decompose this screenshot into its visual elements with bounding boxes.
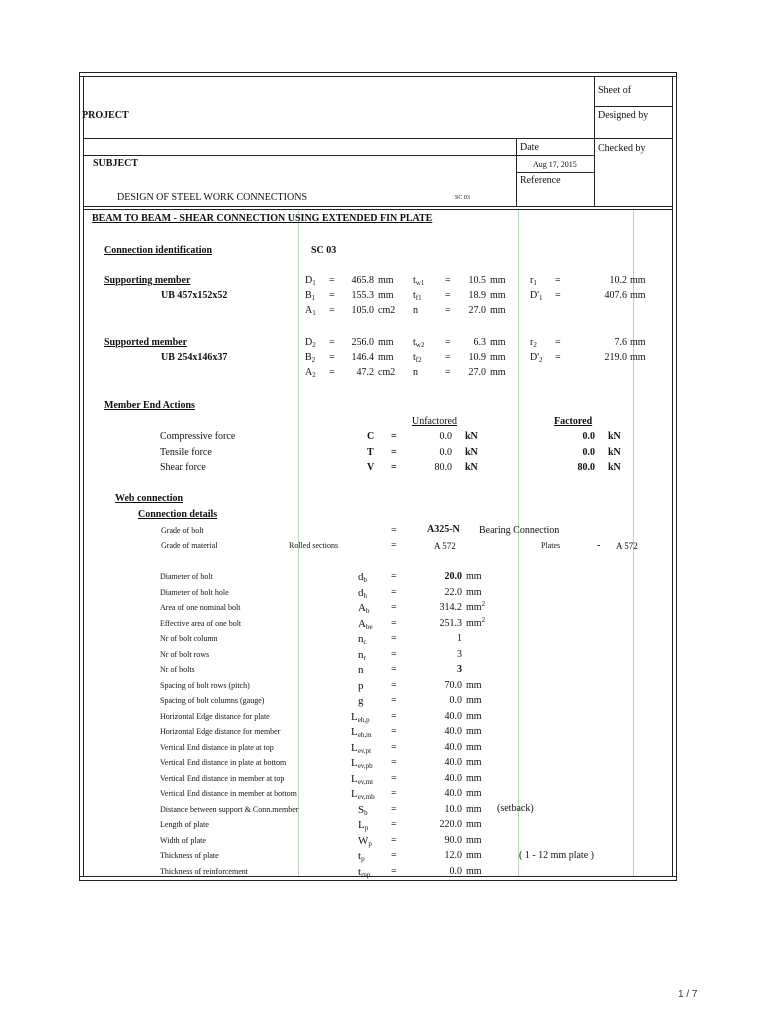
detail-unit-14: mm (466, 788, 482, 799)
detail-unit-8: mm (466, 695, 482, 706)
supported-col1-value-0: 256.0 (351, 337, 374, 348)
web-connection-label: Web connection (115, 493, 184, 504)
factored-label: Factored (554, 416, 593, 427)
detail-name-13: Vertical End distance in member at top (160, 773, 285, 783)
action-eq-0: = (391, 431, 397, 442)
detail-value-6: 3 (457, 664, 462, 675)
detail-symbol-12: $L_{ev,pb}$ (351, 757, 373, 770)
supported-col2-symbol-2: n (413, 367, 418, 378)
supporting-col2-unit-1: mm (490, 290, 506, 301)
action-factored-unit-1: kN (608, 446, 621, 458)
supporting-col2-unit-2: mm (490, 305, 506, 316)
detail-eq-3: = (391, 617, 397, 629)
action-name-0: Compressive force (160, 431, 236, 442)
supported-col1-unit-1: mm (378, 352, 394, 363)
detail-name-11: Vertical End distance in plate at top (160, 742, 274, 752)
detail-value-8: 0.0 (449, 695, 462, 706)
detail-eq-16: = (391, 819, 397, 830)
detail-eq-8: = (391, 695, 397, 706)
detail-name-17: Width of plate (160, 835, 206, 845)
detail-name-18: Thickness of plate (160, 851, 219, 860)
detail-symbol-18: $t_p$ (358, 850, 365, 863)
detail-symbol-17: $W_p$ (358, 834, 372, 848)
grade-of-bolt-value: A325-N (427, 524, 460, 535)
detail-eq-14: = (391, 788, 397, 799)
detail-value-16: 220.0 (439, 819, 462, 830)
supported-col2-symbol-1: $t_{f2}$ (413, 352, 422, 364)
detail-symbol-15: $S_b$ (358, 803, 368, 817)
detail-eq-13: = (391, 772, 397, 784)
detail-name-14: Vertical End distance in member at bottom (160, 789, 297, 798)
supporting-member-label: Supporting member (104, 275, 191, 286)
detail-value-5: 3 (457, 648, 462, 660)
bearing-connection-note: Bearing Connection (479, 525, 560, 536)
supported-col1-unit-2: cm2 (378, 367, 396, 378)
detail-name-5: Nr of bolt rows (160, 649, 210, 659)
detail-unit-9: mm (466, 710, 482, 722)
action-factored-value-2: 80.0 (577, 462, 595, 473)
supporting-col2-eq-1: = (445, 290, 451, 301)
supported-col2-eq-1: = (445, 352, 451, 363)
detail-value-3: 251.3 (439, 617, 462, 629)
supporting-col3-eq-1: = (555, 290, 561, 301)
detail-eq-17: = (391, 834, 397, 846)
detail-symbol-3: $A_{be}$ (358, 617, 373, 631)
detail-unit-0: mm (466, 571, 482, 582)
supported-col2-symbol-0: $t_{w2}$ (413, 337, 425, 349)
detail-symbol-0: $d_b$ (358, 571, 367, 584)
supported-member-section: UB 254x146x37 (161, 352, 228, 363)
plates-dash: - (597, 540, 601, 551)
grade-of-material-label: Grade of material (161, 541, 218, 550)
supporting-col1-value-2: 105.0 (351, 305, 374, 316)
date-value: Aug 17, 2015 (533, 160, 577, 169)
main-title: BEAM TO BEAM - SHEAR CONNECTION USING EXTENDED FIN PLATE (92, 213, 433, 224)
supported-col2-unit-2: mm (490, 367, 506, 378)
grade-of-material-value: A 572 (434, 541, 456, 551)
detail-unit-7: mm (466, 679, 482, 691)
detail-unit-17: mm (466, 834, 482, 846)
page-counter: 1 / 7 (678, 989, 698, 1000)
supporting-col3-value-0: 10.2 (609, 275, 627, 286)
detail-value-14: 40.0 (444, 788, 462, 799)
supporting-col1-value-0: 465.8 (351, 275, 374, 286)
supporting-col1-symbol-0: $D_1$ (305, 275, 316, 287)
supporting-member-section: UB 457x152x52 (161, 290, 228, 301)
detail-symbol-11: $L_{ev,pt}$ (351, 741, 372, 755)
detail-symbol-16: $L_p$ (358, 819, 369, 832)
detail-eq-2: = (391, 602, 397, 613)
supported-col3-unit-0: mm (630, 337, 646, 348)
supporting-col1-symbol-2: $A_1$ (305, 305, 316, 317)
action-factored-unit-2: kN (608, 462, 621, 473)
supporting-col3-unit-0: mm (630, 275, 646, 286)
detail-eq-6: = (391, 664, 397, 675)
detail-eq-10: = (391, 726, 397, 737)
grade-of-bolt-label: Grade of bolt (161, 526, 204, 535)
action-factored-value-1: 0.0 (582, 446, 595, 458)
supporting-col3-symbol-0: $r_1$ (530, 275, 537, 287)
action-eq-1: = (391, 446, 397, 458)
action-factored-value-0: 0.0 (582, 431, 595, 442)
detail-value-10: 40.0 (444, 726, 462, 737)
detail-symbol-9: $L_{eh,p}$ (351, 710, 370, 724)
supported-col3-eq-0: = (555, 337, 561, 348)
supporting-col1-unit-1: mm (378, 290, 394, 301)
action-name-1: Tensile force (160, 446, 212, 458)
detail-value-0: 20.0 (444, 571, 462, 582)
supported-col1-eq-1: = (329, 352, 335, 363)
supported-col2-eq-0: = (445, 337, 451, 348)
supported-col3-value-1: 219.0 (604, 352, 627, 363)
detail-eq-12: = (391, 757, 397, 768)
detail-unit-15: mm (466, 803, 482, 815)
supporting-col1-unit-2: cm2 (378, 305, 396, 316)
action-unfactored-unit-2: kN (465, 462, 478, 473)
detail-symbol-1: $d_h$ (358, 586, 367, 600)
subject-label: SUBJECT (93, 158, 139, 169)
detail-eq-18: = (391, 850, 397, 861)
detail-value-2: 314.2 (439, 602, 462, 613)
detail-name-10: Horizontal Edge distance for member (160, 727, 281, 736)
plates-grade-value: A 572 (616, 541, 638, 551)
designed-by-label: Designed by (598, 110, 649, 121)
supported-col2-unit-0: mm (490, 337, 506, 348)
checked-by-label: Checked by (598, 143, 646, 154)
supported-member-label: Supported member (104, 337, 188, 348)
detail-value-4: 1 (457, 633, 462, 644)
detail-symbol-5: $n_r$ (358, 648, 366, 662)
supporting-col2-eq-0: = (445, 275, 451, 286)
supporting-col1-eq-2: = (329, 305, 335, 316)
detail-symbol-19: $t_{rnp}$ (358, 865, 371, 879)
supporting-col1-unit-0: mm (378, 275, 394, 286)
detail-name-1: Diameter of bolt hole (160, 587, 229, 597)
detail-eq-11: = (391, 741, 397, 753)
detail-eq-0: = (391, 571, 397, 582)
date-label: Date (520, 142, 539, 153)
rolled-sections-label: Rolled sections (289, 541, 339, 550)
supporting-col2-value-2: 27.0 (468, 305, 486, 316)
detail-symbol-13: $L_{ev,mt}$ (351, 772, 374, 786)
detail-unit-3: $mm^2$ (466, 615, 486, 629)
supported-col2-value-1: 10.9 (468, 352, 486, 363)
supporting-col1-eq-0: = (329, 275, 335, 286)
detail-value-7: 70.0 (444, 679, 462, 691)
detail-value-9: 40.0 (444, 710, 462, 722)
supported-col1-eq-0: = (329, 337, 335, 348)
supporting-col1-value-1: 155.3 (351, 290, 374, 301)
design-title: DESIGN OF STEEL WORK CONNECTIONS (117, 192, 307, 203)
action-unfactored-unit-1: kN (465, 446, 478, 458)
detail-name-8: Spacing of bolt columns (gauge) (160, 696, 265, 705)
detail-unit-1: mm (466, 586, 482, 598)
supporting-col1-eq-1: = (329, 290, 335, 301)
detail-name-15: Distance between support & Conn.member (160, 804, 299, 814)
supported-col3-value-0: 7.6 (614, 337, 627, 348)
supporting-col2-symbol-1: $t_{f1}$ (413, 290, 422, 302)
detail-eq-19: = (391, 865, 397, 877)
sheet-label: Sheet of (598, 85, 632, 96)
detail-name-7: Spacing of bolt rows (pitch) (160, 680, 250, 690)
detail-value-17: 90.0 (444, 834, 462, 846)
supported-col3-symbol-1: $D'_2$ (530, 352, 543, 364)
setback-note: (setback) (497, 803, 534, 814)
supported-col3-unit-1: mm (630, 352, 646, 363)
connection-id-label: Connection identification (104, 245, 213, 256)
supporting-col2-value-1: 18.9 (468, 290, 486, 301)
grade-of-bolt-eq: = (391, 525, 397, 536)
detail-eq-1: = (391, 586, 397, 598)
action-symbol-1: T (367, 446, 374, 458)
detail-symbol-8: g (358, 695, 364, 707)
supported-col1-symbol-0: $D_2$ (305, 337, 316, 349)
action-unfactored-value-2: 80.0 (434, 462, 452, 473)
supported-col1-value-2: 47.2 (356, 367, 374, 378)
detail-unit-16: mm (466, 819, 482, 830)
detail-name-19: Thickness of reinforcement (160, 866, 248, 876)
plates-label: Plates (541, 541, 561, 550)
plate-note: ( 1 - 12 mm plate ) (519, 850, 594, 861)
supported-col1-symbol-2: $A_2$ (305, 367, 316, 379)
unfactored-label: Unfactored (412, 416, 457, 427)
supporting-col2-eq-2: = (445, 305, 451, 316)
supporting-col2-unit-0: mm (490, 275, 506, 286)
supported-col3-symbol-0: $r_2$ (530, 337, 537, 349)
detail-symbol-4: $n_c$ (358, 633, 367, 646)
detail-value-1: 22.0 (444, 586, 462, 598)
detail-symbol-10: $L_{eh,m}$ (351, 726, 372, 739)
detail-unit-11: mm (466, 741, 482, 753)
grade-of-material-eq: = (391, 540, 397, 551)
supported-col2-eq-2: = (445, 367, 451, 378)
detail-eq-9: = (391, 710, 397, 722)
detail-name-3: Effective area of one bolt (160, 618, 242, 628)
detail-value-11: 40.0 (444, 741, 462, 753)
supported-col2-value-0: 6.3 (473, 337, 486, 348)
detail-name-0: Diameter of bolt (160, 572, 213, 581)
detail-name-16: Length of plate (160, 820, 209, 829)
supported-col2-value-2: 27.0 (468, 367, 486, 378)
supported-col1-unit-0: mm (378, 337, 394, 348)
supporting-col2-value-0: 10.5 (468, 275, 486, 286)
supported-col3-eq-1: = (555, 352, 561, 363)
supporting-col2-symbol-0: $t_{w1}$ (413, 275, 425, 287)
connection-details-label: Connection details (138, 509, 218, 520)
detail-name-4: Nr of bolt column (160, 634, 218, 643)
detail-symbol-7: p (358, 679, 364, 692)
detail-unit-2: $mm^2$ (466, 600, 486, 613)
member-end-actions-label: Member End Actions (104, 400, 195, 411)
detail-eq-7: = (391, 679, 397, 691)
detail-value-12: 40.0 (444, 757, 462, 768)
detail-symbol-14: $L_{ev,mb}$ (351, 788, 375, 801)
supported-col1-eq-2: = (329, 367, 335, 378)
connection-id-value: SC 03 (311, 245, 337, 256)
action-name-2: Shear force (160, 462, 206, 473)
detail-unit-13: mm (466, 772, 482, 784)
action-symbol-0: C (367, 431, 375, 442)
detail-name-6: Nr of bolts (160, 665, 195, 674)
detail-name-2: Area of one nominal bolt (160, 603, 241, 612)
supporting-col3-symbol-1: $D'_1$ (530, 290, 543, 302)
detail-value-13: 40.0 (444, 772, 462, 784)
detail-symbol-6: n (358, 664, 364, 676)
action-unfactored-value-1: 0.0 (439, 446, 452, 458)
design-code: SC 03 (455, 195, 470, 201)
detail-name-12: Vertical End distance in plate at bottom (160, 758, 287, 767)
detail-symbol-2: $A_b$ (358, 602, 370, 615)
supported-col2-unit-1: mm (490, 352, 506, 363)
detail-eq-4: = (391, 633, 397, 644)
action-eq-2: = (391, 462, 397, 473)
supporting-col3-unit-1: mm (630, 290, 646, 301)
detail-value-19: 0.0 (449, 865, 462, 877)
detail-unit-19: mm (466, 865, 482, 877)
detail-unit-10: mm (466, 726, 482, 737)
reference-label: Reference (520, 175, 561, 186)
action-symbol-2: V (367, 462, 375, 473)
supporting-col2-symbol-2: n (413, 305, 418, 316)
supporting-col1-symbol-1: $B_1$ (305, 290, 316, 302)
project-label: PROJECT (82, 110, 129, 121)
action-unfactored-value-0: 0.0 (439, 431, 452, 442)
detail-value-15: 10.0 (444, 803, 462, 815)
supported-col1-value-1: 146.4 (351, 352, 374, 363)
supporting-col3-eq-0: = (555, 275, 561, 286)
detail-value-18: 12.0 (444, 850, 462, 861)
action-unfactored-unit-0: kN (465, 431, 478, 442)
detail-eq-15: = (391, 803, 397, 815)
detail-unit-18: mm (466, 850, 482, 861)
supporting-col3-value-1: 407.6 (604, 290, 627, 301)
detail-name-9: Horizontal Edge distance for plate (160, 711, 270, 721)
action-factored-unit-0: kN (608, 431, 621, 442)
supported-col1-symbol-1: $B_2$ (305, 352, 316, 364)
detail-eq-5: = (391, 648, 397, 660)
detail-unit-12: mm (466, 757, 482, 768)
